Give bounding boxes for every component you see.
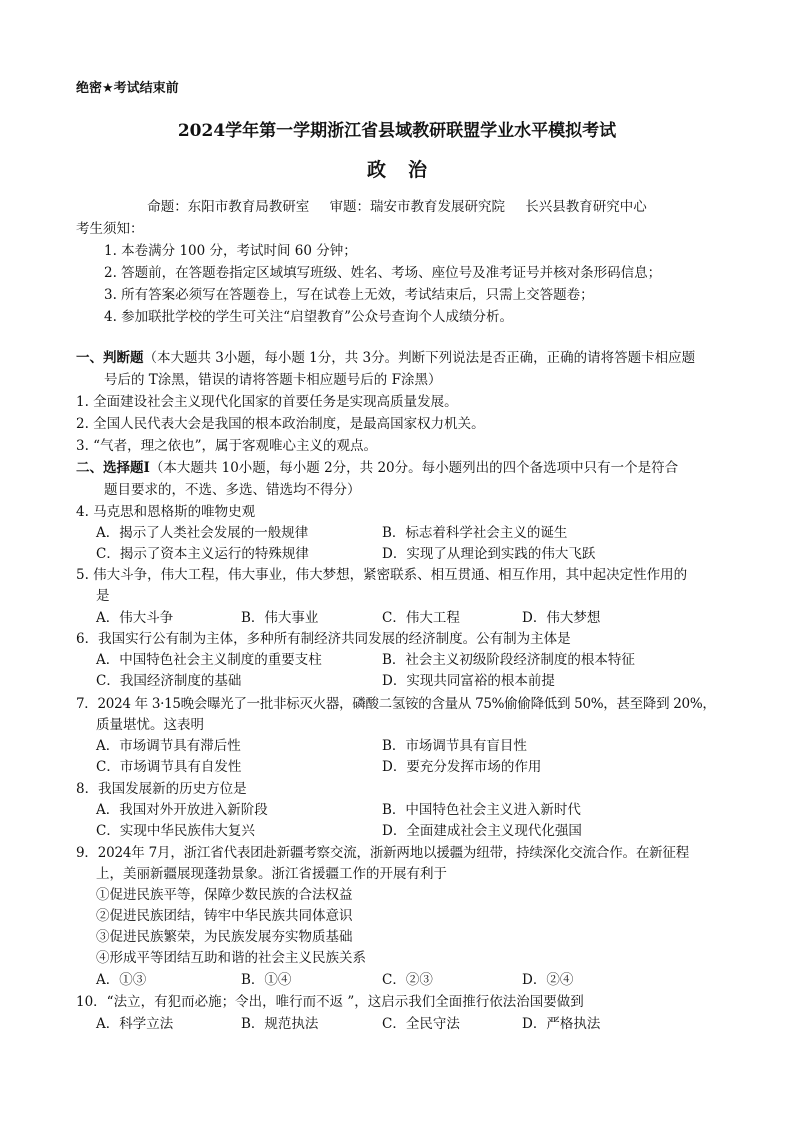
question-6-option-b: B．社会主义初级阶段经济制度的根本特征: [382, 652, 635, 668]
question-5-options: [96, 610, 716, 626]
question-5-option-d: D．伟大梦想: [522, 610, 601, 626]
section1-header: [76, 350, 695, 366]
question-9-options: [96, 972, 716, 988]
question-2: 2. 全国人民代表大会是我国的根本政治制度，是最高国家权力机关。: [76, 416, 485, 432]
question-5-option-b: B．伟大事业: [241, 610, 319, 626]
confidential-label: 绝密★考试结束前: [76, 81, 179, 96]
question-1: 1. 全面建设社会主义现代化国家的首要任务是实现高质量发展。: [76, 394, 458, 410]
question-5-stem-cont: 是: [96, 588, 110, 604]
notice-item-3: 3. 所有答案必须写在答题卷上，写在试卷上无效，考试结束后，只需上交答题卷；: [104, 287, 594, 303]
question-9-statement-4: ④形成平等团结互助和谐的社会主义民族关系: [96, 950, 366, 966]
question-8-option-d: D．全面建成社会主义现代化强国: [382, 823, 582, 839]
question-6-option-a: A．中国特色社会主义制度的重要支柱: [96, 652, 322, 668]
question-9-statement-2: ②促进民族团结，铸牢中华民族共同体意识: [96, 908, 353, 924]
question-10-option-c: C．全民守法: [382, 1016, 460, 1032]
question-9-statement-3: ③促进民族繁荣，为民族发展夯实物质基础: [96, 929, 353, 945]
question-5-option-c: C．伟大工程: [382, 610, 460, 626]
notice-item-1: 1. 本卷满分 100 分，考试时间 60 分钟；: [104, 243, 357, 259]
credit-reviewer: 审题：瑞安市教育发展研究院: [329, 199, 505, 215]
question-10-option-d: D．严格执法: [522, 1016, 601, 1032]
notice-heading: 考生须知：: [76, 221, 144, 237]
question-6-option-c: C．我国经济制度的基础: [96, 673, 242, 689]
question-7-option-b: B．市场调节具有盲目性: [382, 738, 527, 754]
question-9-statement-1: ①促进民族平等，保障少数民族的合法权益: [96, 887, 353, 903]
exam-title: 2024学年第一学期浙江省县域教研联盟学业水平模拟考试: [177, 121, 617, 141]
section2-desc-cont: 题目要求的，不选、多选、错选均不得分）: [104, 482, 361, 498]
question-4-option-c: C．揭示了资本主义运行的特殊规律: [96, 546, 309, 562]
question-9-stem-cont: 上，美丽新疆展现蓬勃景象。浙江省援疆工作的开展有利于: [96, 866, 447, 882]
question-10-option-a: A．科学立法: [96, 1016, 174, 1032]
question-8-stem: 8．我国发展新的历史方位是: [76, 781, 247, 797]
question-9-option-b: B．①④: [241, 972, 292, 988]
notice-item-2: 2. 答题前，在答题卷指定区域填写班级、姓名、考场、座位号及准考证号并核对条形码信息；: [104, 265, 662, 281]
question-4-option-a: A．揭示了人类社会发展的一般规律: [96, 525, 309, 541]
question-8-option-c: C．实现中华民族伟大复兴: [96, 823, 255, 839]
section2-header: [76, 460, 678, 476]
question-4-option-d: D．实现了从理论到实践的伟大飞跃: [382, 546, 596, 562]
question-9-option-d: D．②④: [522, 972, 574, 988]
question-9-option-c: C．②③: [382, 972, 433, 988]
question-5-stem: 5. 伟大斗争，伟大工程，伟大事业，伟大梦想，紧密联系、相互贯通、相互作用，其中起决定性作用的: [76, 567, 688, 583]
question-8-option-a: A．我国对外开放进入新阶段: [96, 802, 268, 818]
question-9-option-a: A．①③: [96, 972, 147, 988]
question-6-option-d: D．实现共同富裕的根本前提: [382, 673, 555, 689]
question-5-option-a: A．伟大斗争: [96, 610, 174, 626]
question-7-stem: 7．2024 年 3·15晚会曝光了一批非标灭火器，磷酸二氢铵的含量从 75%偷偷降低到 50%，甚至降到 20%，: [76, 696, 716, 712]
question-6-stem: 6．我国实行公有制为主体，多种所有制经济共同发展的经济制度。公有制为主体是: [76, 631, 571, 647]
question-4-option-b: B．标志着科学社会主义的诞生: [382, 525, 568, 541]
credit-reviewer-2: 长兴县教育研究中心: [525, 199, 647, 215]
question-3: 3. “气者，理之依也”，属于客观唯心主义的观点。: [76, 438, 377, 454]
credit-setter: 命题：东阳市教育局教研室: [147, 199, 310, 215]
question-10-stem: 10．“法立，有犯而必施；令出，唯行而不返 ”，这启示我们全面推行依法治国要做到: [76, 994, 584, 1010]
question-7-option-a: A．市场调节具有滞后性: [96, 738, 241, 754]
section1-desc: （本大题共 3小题，每小题 1分，共 3分。判断下列说法是否正确，正确的请将答题卡相应题: [143, 350, 696, 366]
question-4-stem: 4. 马克思和恩格斯的唯物史观: [76, 504, 256, 520]
question-9-stem: 9．2024年 7月，浙江省代表团赴新疆考察交流，浙新两地以援疆为纽带，持续深化交流合作。在新征程: [76, 845, 690, 861]
question-10-option-b: B．规范执法: [241, 1016, 319, 1032]
credits-line: [0, 195, 794, 215]
section2-desc: （本大题共 10小题，每小题 2分，共 20分。每小题列出的四个备选项中只有一个是符合: [149, 460, 679, 476]
question-7-option-c: C．市场调节具有自发性: [96, 759, 242, 775]
question-7-option-d: D．要充分发挥市场的作用: [382, 759, 542, 775]
section1-label: 一、判断题: [76, 350, 144, 366]
question-7-stem-cont: 质量堪忧。这表明: [96, 717, 204, 733]
section1-desc-cont: 号后的 T涂黑，错误的请将答题卡相应题号后的 F涂黑）: [104, 372, 442, 388]
question-10-options: [96, 1016, 716, 1032]
subject-title: 政治: [366, 159, 449, 181]
section2-label: 二、选择题Ⅰ: [76, 460, 150, 476]
notice-item-4: 4. 参加联批学校的学生可关注“启望教育”公众号查询个人成绩分析。: [104, 309, 513, 325]
question-8-option-b: B．中国特色社会主义进入新时代: [382, 802, 581, 818]
